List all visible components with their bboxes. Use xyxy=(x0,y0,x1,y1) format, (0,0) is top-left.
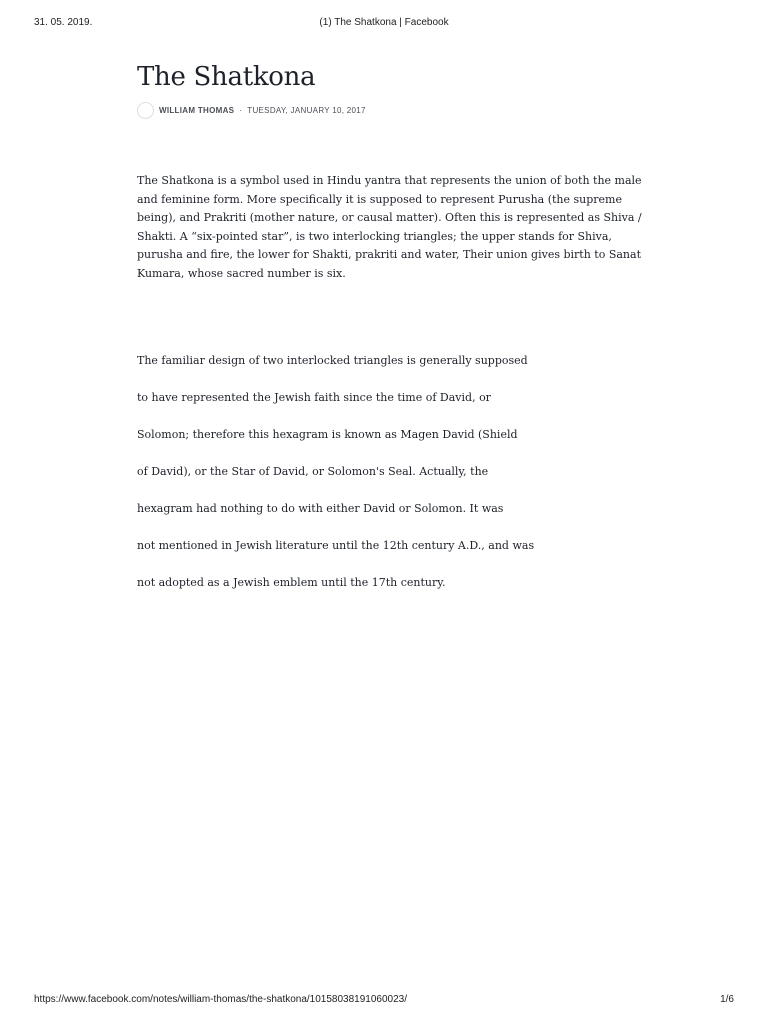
page-count: 1/6 xyxy=(720,994,734,1005)
byline-separator: · xyxy=(239,105,243,115)
body-line: of David), or the Star of David, or Solomon's Seal. Actually, the xyxy=(137,465,489,478)
author-name[interactable]: WILLIAM THOMAS xyxy=(159,105,235,115)
body-line: The familiar design of two interlocked triangles is generally supposed xyxy=(137,354,528,367)
byline xyxy=(137,100,637,120)
print-url: https://www.facebook.com/notes/william-thomas/the-shatkona/10158038191060023/ xyxy=(34,994,408,1005)
body-line: Solomon; therefore this hexagram is known as Magen David (Shield xyxy=(137,428,518,441)
author-avatar[interactable] xyxy=(137,102,154,119)
body-lines xyxy=(137,352,637,611)
body-line: hexagram had nothing to do with either David or Solomon. It was xyxy=(137,502,504,515)
publish-date[interactable]: TUESDAY, JANUARY 10, 2017 xyxy=(247,105,366,115)
body-line: not adopted as a Jewish emblem until the 17th century. xyxy=(137,576,446,589)
print-footer xyxy=(34,994,734,1008)
article-title: The Shatkona xyxy=(137,62,316,92)
print-header xyxy=(34,17,734,31)
body-line: to have represented the Jewish faith since the time of David, or xyxy=(137,391,491,404)
article xyxy=(137,58,642,611)
print-date: 31. 05. 2019. xyxy=(34,17,93,28)
intro-paragraph: The Shatkona is a symbol used in Hindu yantra that represents the union of both the male and feminine form. More specifically it is supposed to represent Purusha (the supreme being), and Prakriti (mother nature, or causal matter). Often this is represented as Shiva / Shakti. A “six-pointed star”, is two interlocking triangles; the upper stands for Shiva, purusha and fire, the lower for Shakti, prakriti and water, Their union gives birth to Sanat Kumara, whose sacred number is six. xyxy=(137,174,642,280)
print-page-title: (1) The Shatkona | Facebook xyxy=(319,17,449,28)
body-line: not mentioned in Jewish literature until the 12th century A.D., and was xyxy=(137,539,535,552)
